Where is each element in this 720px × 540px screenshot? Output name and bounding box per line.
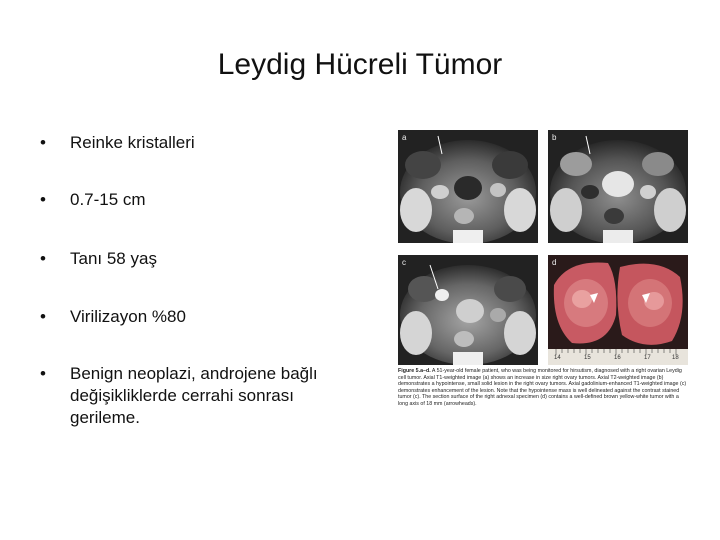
bullet-item: • Tanı 58 yaş xyxy=(40,248,360,270)
bullet-item: • Benign neoplazi, androjene bağlı değişikliklerde cerrahi sonrası gerileme. xyxy=(40,363,360,429)
bullet-item: • Virilizayon %80 xyxy=(40,306,360,328)
specimen-panel-d xyxy=(548,255,688,365)
caption-lead: Figure 5.a–d. xyxy=(398,368,431,374)
ruler-number: 16 xyxy=(614,355,621,361)
mri-panel-a xyxy=(398,130,538,243)
svg-text:a: a xyxy=(402,133,407,142)
mri-image-b xyxy=(548,130,688,243)
ruler-number: 17 xyxy=(644,355,651,361)
mri-image-a xyxy=(398,130,538,243)
bullet-item: • Reinke kristalleri xyxy=(40,132,360,154)
ruler-number: 15 xyxy=(584,355,591,361)
bullet-item: • 0.7-15 cm xyxy=(40,189,360,211)
svg-text:d: d xyxy=(552,258,557,267)
mri-image-c xyxy=(398,255,538,365)
figure-caption xyxy=(398,368,690,408)
mri-panel-c xyxy=(398,255,538,365)
page-title: Leydig Hücreli Tümor xyxy=(217,48,503,81)
mri-panel-b xyxy=(548,130,688,243)
ruler-labels xyxy=(548,355,688,365)
ruler-number: 14 xyxy=(554,355,561,361)
specimen-image-d xyxy=(548,255,688,365)
ruler-number: 18 xyxy=(672,355,679,361)
svg-text:b: b xyxy=(552,133,557,142)
caption-text: A 51-year-old female patient, who was being monitored for hirsutism, diagnosed with a right ovarian Leydig cell tumor. Axial T1-weighted image (a) shows an increase in size right ovary tumors. Axial T2-weighted image (b) demonstrates a hypointense, small solid lesion in the right ovary tumors. Axial gadolinium-enhanced T1-weighted image (c) demonstrates enhancement of the lesion. Note that the hypointense mass is well delineated against the contrast stained tumor (c). The section surface of the right adnexal specimen (d) contains a well-defined brown yellow-white tumor with a long axis of 18 mm (arrowheads). xyxy=(398,368,687,407)
svg-text:c: c xyxy=(402,258,406,267)
